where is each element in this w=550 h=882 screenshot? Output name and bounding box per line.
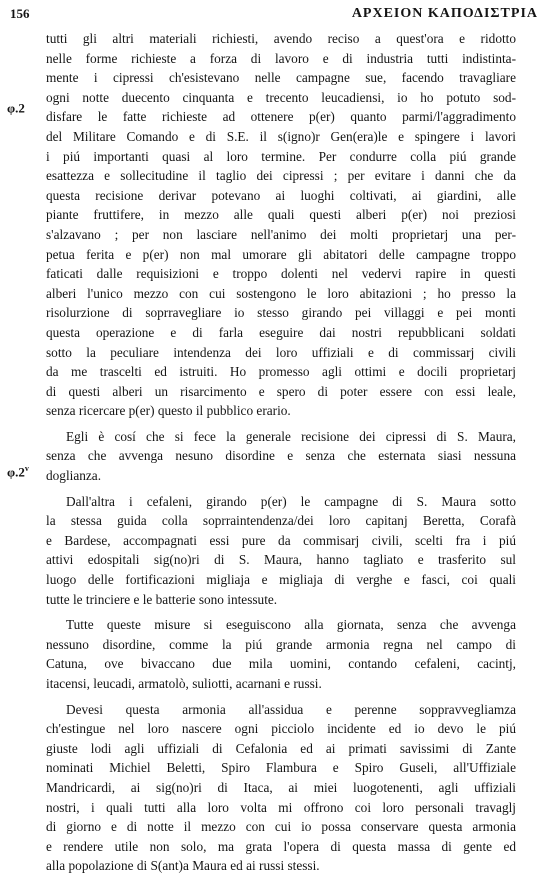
text-line: senza che avvenga nesuno disordine e senza che esternata siasi nessuna (46, 448, 516, 464)
text-line: sotto la peculiare intendenza dei loro uffiziali e di commissarj civili (46, 344, 516, 360)
text-line: luogo delle fortificazioni migliaja e migliaja di verghe e fasci, coi quali (46, 572, 516, 588)
text-line: questa operazione e di farla eseguire dai nostri repubblicani soldati (46, 324, 516, 340)
page-number: 156 (10, 6, 30, 21)
text-line: e rendere utile non solo, ma grata l'opera di questa massa di gente ed (46, 838, 516, 854)
text-line: Devesi questa armonia all'assidua e perenne soppravvegliamza (66, 701, 516, 717)
text-line: itacensi, leucadi, armatolò, suliotti, acarnani e russi. (46, 676, 322, 691)
body-text (46, 29, 516, 882)
text-line: nominati Michiel Beletti, Spiro Flambura e Spiro Guseli, all'Uffiziale (46, 760, 516, 776)
text-line: nostri, i quali tutti alla loro volta mi offrono coi loro personali travaglj (46, 799, 516, 815)
running-head: ΑΡΧΕΙΟΝ ΚΑΠΟΔΙΣΤΡΙΑ (351, 6, 538, 21)
text-line: di questi alberi un risarcimento e spero di poter essere con essi leale, (46, 383, 516, 399)
text-line: questa recisione derivar potevano ai luoghi coltivati, ai giardini, alle (46, 187, 516, 203)
text-line: disfare le fatte richieste ad ottenere p(er) quanto parmi/l'aggradimento (46, 109, 516, 125)
text-line: giuste lodi agli uffiziali di Cefalonia ed ai primati savissimi di Zante (46, 740, 516, 756)
paragraph (46, 492, 516, 610)
text-line: Catuna, ove bivaccano due mila uomini, contando cefaleni, cacintj, (46, 656, 516, 672)
text-line: attivi edospitali sig(no)ri di S. Maura, hanno tagliato e trasferito sul (46, 552, 516, 568)
text-line: tutte le trinciere e le batterie sono intessute. (46, 591, 278, 607)
text-line: piante fruttifere, in mezzo alle quali questi alberi p(er) noi preziosi (46, 207, 516, 223)
text-line: esattezza e sollecitudine il taglio dei cipressi ; per evitare i danni che da (46, 168, 516, 184)
text-line: doglianza. (46, 468, 102, 484)
text-line: alberi l'unico mezzo con cui sostengono le loro abitazioni ; ho presso la (46, 285, 516, 301)
marginal-folio-note: φ.2$^v$ (7, 464, 29, 480)
text-line: risolurzione di soprravegliare io stesso girando pei villaggi e pei monti (46, 305, 516, 321)
paragraph (46, 615, 516, 693)
text-line: del Militare Comando e di S.E. il s(igno)r Gen(era)le e spingere i lavori (46, 128, 516, 144)
page-header (10, 6, 538, 26)
text-line: da me trascelti ed istruiti. Ho promesso agli ottimi e docili proprietarj (46, 364, 516, 380)
text-line: i piú importanti quasi al loro termine. Per condurre colla piú grande (46, 148, 516, 164)
text-line: Mandricardi, ai sig(no)ri di Itaca, ai miei luogotenenti, agli uffiziali (46, 779, 516, 795)
text-line: petua ferita e p(er) non mal umorare gli abitatori delle campagne troppo (46, 246, 516, 262)
text-line: Egli è cosí che si fece la generale recisione dei cipressi di S. Maura, (66, 428, 516, 444)
marginal-folio-note: φ.2 (7, 100, 25, 116)
paragraph (46, 427, 516, 486)
text-line: tutti gli altri materiali richiesti, avendo reciso a quest'ora e ridotto (46, 31, 516, 46)
text-line: ch'estingue nel loro nascere ogni picciolo incidente ed io devo le piú (46, 721, 516, 737)
text-line: s'alzavano ; per non lasciare nell'animo dei molti proprietarj una per- (46, 226, 516, 242)
text-line: di giorno e di notte il mezzo con cui io possa conservare questa armonia (46, 819, 516, 835)
text-line: faticati dalle requisizioni e troppo dolenti nel vedervi rapire in questi (46, 266, 516, 282)
text-line: nessuno disordine, comme la piú grande armonia regna nel campo di (46, 636, 516, 652)
text-line: Dall'altra i cefaleni, girando p(er) le campagne di S. Maura sotto (66, 493, 516, 509)
text-line: e Bardese, accompagnati essi pure da commisarj civili, scelti fra i piú (46, 532, 516, 548)
text-line: mente i cipressi ch'esistevano nelle campagne sue, facendo travagliare (46, 70, 516, 86)
paragraph (46, 700, 516, 876)
text-line: nelle forme richieste a forza di lavoro e di industria tutti indistinta- (46, 50, 516, 66)
text-line: alla popolazione di S(ant)a Maura ed ai russi stessi. (46, 858, 320, 874)
text-line: Tutte queste misure si eseguiscono alla giornata, senza che avvenga (66, 617, 516, 633)
text-line: ogni notte duecento cinquanta e trecento leucadiensi, io ho potuto sod- (46, 89, 516, 105)
paragraph (46, 29, 516, 421)
text-line: senza ricercare p(er) questo il pubblico erario. (46, 403, 291, 419)
text-line: la stessa guida colla soprraintendenza/dei loro capitanj Beretta, Corafà (46, 513, 516, 529)
